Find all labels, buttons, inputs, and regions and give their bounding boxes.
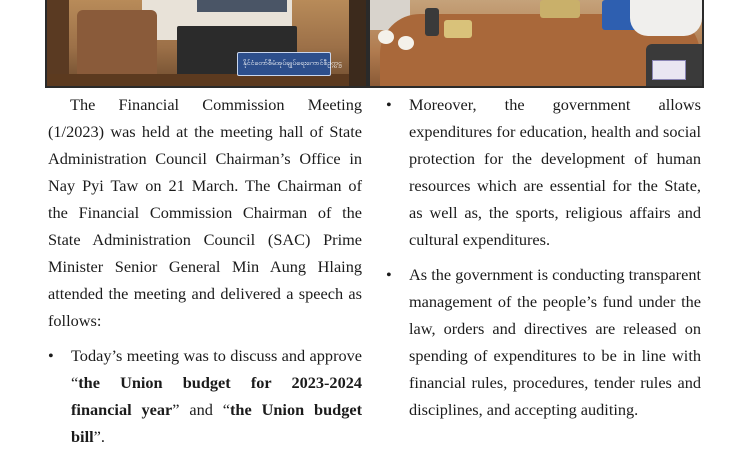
bullet-2-text: Moreover, the government allows expenditures for education, health and social protection for the development of human resources which are essential for the State, as well as, the sports, religious affairs and cultural expenditures.: [409, 95, 701, 249]
meeting-photo-left: [47, 0, 366, 86]
bullet-list-left: [48, 342, 362, 450]
photo-strip: [45, 0, 704, 88]
bullet-list-right: [386, 91, 701, 423]
nameplate-label: နိုင်ငံတော်စီမံအုပ်ချုပ်ရေးကောင်စီဥက္ကဋ္ဌ: [243, 59, 342, 67]
bullet-marker: •: [386, 265, 392, 284]
meeting-photo-right: [370, 0, 702, 86]
bullet-1-bold-budget: the Union budget for 2023-2024 financial year: [71, 373, 362, 419]
bullet-1-text-c: ”.: [93, 427, 105, 446]
bullet-item-transparent-management: [386, 261, 701, 423]
left-column: [48, 91, 362, 450]
bullet-item-expenditures: [386, 91, 701, 253]
bullet-marker: •: [48, 346, 54, 365]
bullet-marker: •: [386, 95, 392, 114]
bullet-item-union-budget: [48, 342, 362, 450]
intro-paragraph: The Financial Commission Meeting (1/2023) was held at the meeting hall of State Administration Council Chairman’s Office in Nay Pyi Taw on 21 March. The Chairman of the Financial Commission Chairman of the State Administration Council (SAC) Prime Minister Senior General Min Aung Hlaing attended the meeting and delivered a speech as follows:: [48, 95, 362, 330]
bullet-1-bold-bill: the Union budget bill: [71, 400, 362, 446]
bullet-1-text-b: ” and “: [172, 400, 231, 419]
bullet-1-text-a: Today’s meeting was to discuss and approve “: [71, 346, 362, 392]
bullet-3-text: As the government is conducting transparent management of the people’s fund under the law, orders and directives are released on spending of expenditures to be in line with financial rules, procedures, tender rules and disciplines, and accepting auditing.: [409, 265, 701, 419]
right-column: [386, 91, 701, 431]
